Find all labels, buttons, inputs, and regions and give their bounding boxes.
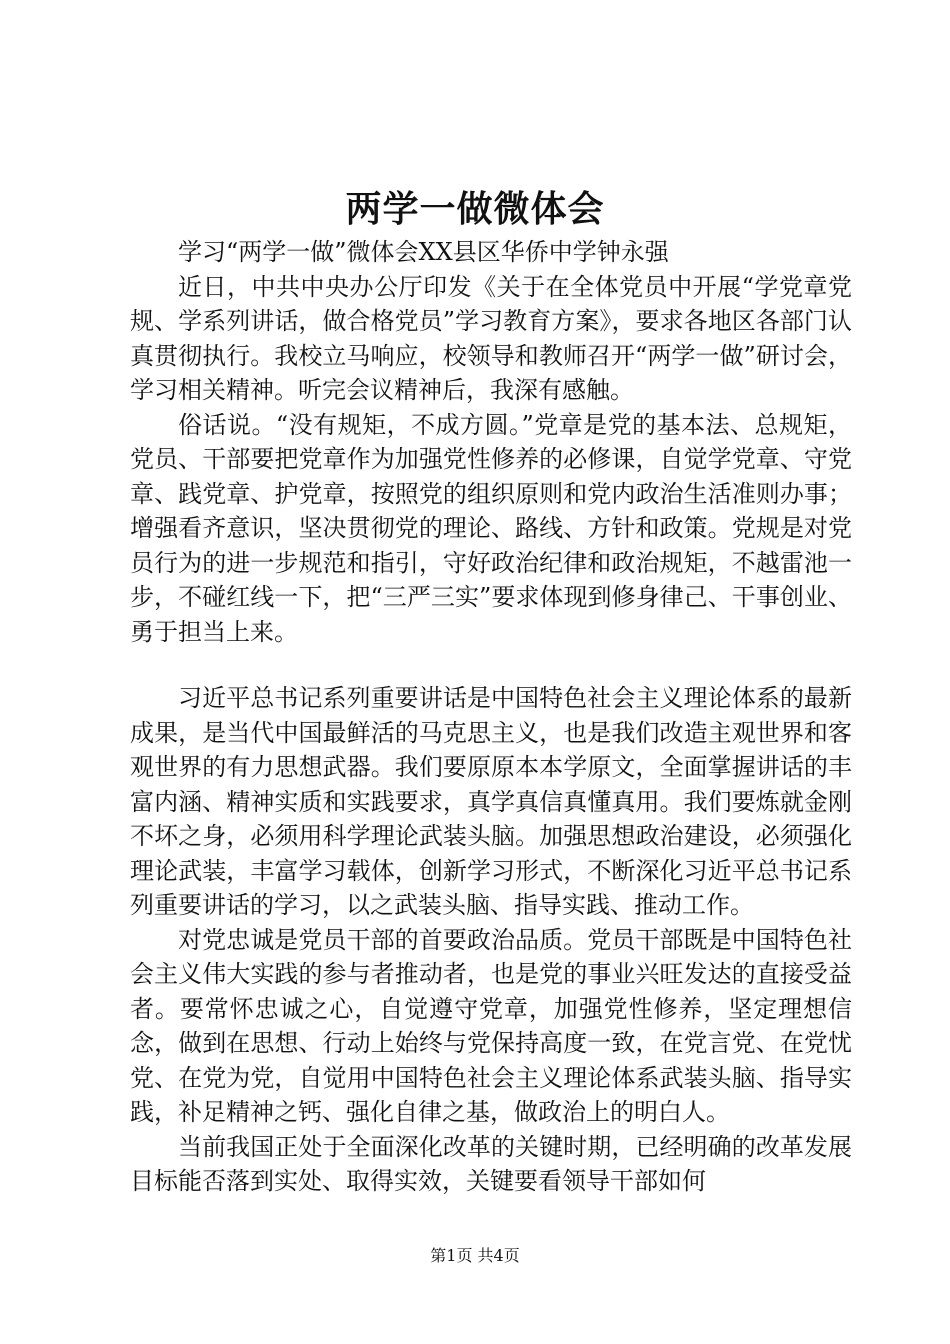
document-body: [130, 235, 852, 1199]
paragraph-3: 习近平总书记系列重要讲话是中国特色社会主义理论体系的最新成果，是当代中国最鲜活的马克思主义，也是我们改造主观世界和客观世界的有力思想武器。我们要原原本本学原文，全面掌握讲话的丰富内涵、精神实质和实践要求，真学真信真懂真用。我们要炼就金刚不坏之身，必须用科学理论武装头脑。加强思想政治建设，必须强化理论武装，丰富学习载体，创新学习形式，不断深化习近平总书记系列重要讲话的学习，以之武装头脑、指导实践、推动工作。: [130, 684, 852, 919]
paragraph-5: 当前我国正处于全面深化改革的关键时期，已经明确的改革发展目标能否落到实处、取得实效，关键要看领导干部如何: [130, 1132, 852, 1195]
paragraph-1: 近日，中共中央办公厅印发《关于在全体党员中开展“学党章党规、学系列讲话，做合格党员”学习教育方案》，要求各地区各部门认真贯彻执行。我校立马响应，校领导和教师召开“两学一做”研讨会，学习相关精神。听完会议精神后，我深有感触。: [130, 272, 852, 404]
paragraph-2: 俗话说。“没有规矩，不成方圆。”党章是党的基本法、总规矩，党员、干部要把党章作为加强党性修养的必修课，自觉学党章、守党章、践党章、护党章，按照党的组织原则和党内政治生活准则办事；增强看齐意识，坚决贯彻党的理论、路线、方针和政策。党规是对党员行为的进一步规范和指引，守好政治纪律和政治规矩，不越雷池一步，不碰红线一下，把“三严三实”要求体现到修身律己、干事创业、勇于担当上来。: [130, 410, 852, 646]
page-footer: 第1页 共4页: [430, 1246, 520, 1265]
document-title: 两学一做微体会: [345, 188, 605, 230]
document-subtitle: 学习“两学一做”微体会XX县区华侨中学钟永强: [178, 238, 669, 266]
paragraph-4: 对党忠诚是党员干部的首要政治品质。党员干部既是中国特色社会主义伟大实践的参与者推动者，也是党的事业兴旺发达的直接受益者。要常怀忠诚之心，自觉遵守党章，加强党性修养，坚定理想信念，做到在思想、行动上始终与党保持高度一致，在党言党、在党忧党、在党为党，自觉用中国特色社会主义理论体系武装头脑、指导实践，补足精神之钙、强化自律之基，做政治上的明白人。: [130, 925, 852, 1126]
